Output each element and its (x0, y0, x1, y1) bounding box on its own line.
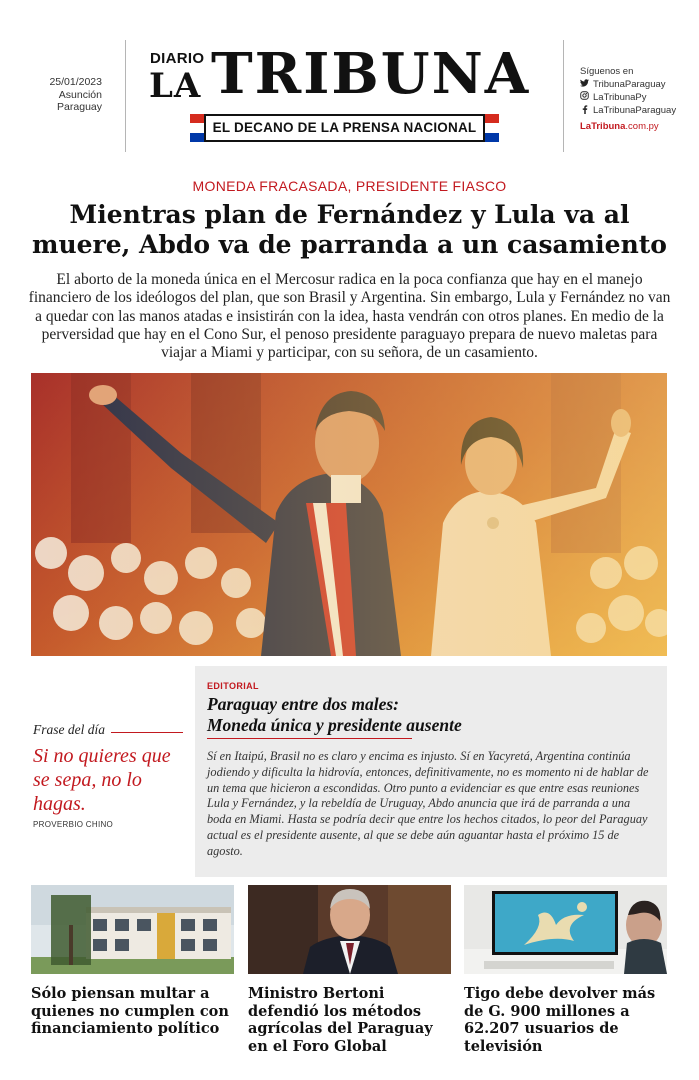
twitter-icon (580, 79, 589, 92)
site-name: LaTribuna (580, 121, 626, 132)
twitter-handle: TribunaParaguay (593, 78, 666, 90)
story-title[interactable]: Ministro Bertoni defendió los métodos agrícolas del Paraguay en el Foro Global (248, 985, 433, 1055)
instagram-handle: LaTribunaPy (593, 91, 647, 103)
social-facebook[interactable] (580, 105, 676, 119)
edition-country: Paraguay (57, 101, 102, 113)
social-links (580, 66, 676, 134)
edition-city: Asunción (58, 88, 102, 101)
paraguay-flag-icon (190, 114, 204, 142)
logo-la: LA (149, 66, 202, 106)
quote-label: Frase del día (33, 722, 105, 737)
logo-diario: DIARIO (150, 50, 205, 67)
editorial-title-line: Moneda única y presidente ausente (207, 714, 462, 735)
tagline-banner (190, 114, 499, 142)
social-heading: Síguenos en (580, 66, 634, 77)
story-card[interactable] (464, 885, 667, 1055)
social-twitter[interactable] (580, 79, 676, 92)
quote-label-row (33, 722, 183, 738)
site-suffix: .com.py (625, 121, 659, 132)
lead-headline[interactable] (20, 200, 679, 260)
divider (207, 738, 412, 739)
divider (563, 40, 564, 152)
quote-of-the-day (33, 722, 183, 829)
edition-date: 25/01/2023 (49, 76, 102, 88)
paraguay-flag-icon (485, 114, 499, 142)
facebook-icon (580, 105, 589, 119)
story-thumbnail[interactable] (248, 885, 451, 974)
story-thumbnail[interactable] (31, 885, 234, 974)
editorial-title (207, 694, 655, 735)
facebook-handle: LaTribunaParaguay (593, 105, 677, 116)
logo-tribuna: TRIBUNA (211, 41, 531, 107)
edition-info (40, 76, 102, 114)
social-instagram[interactable] (580, 91, 676, 105)
lead-photo[interactable] (31, 373, 667, 656)
story-card[interactable] (31, 885, 234, 1038)
story-thumbnail[interactable] (464, 885, 667, 974)
masthead (0, 36, 699, 156)
quote-source: PROVERBIO CHINO (33, 820, 114, 829)
quote-text: Si no quieres que se sepa, no lo hagas. (33, 745, 171, 815)
story-card[interactable] (248, 885, 451, 1055)
divider (125, 40, 126, 152)
story-title[interactable]: Tigo debe devolver más de G. 900 millones a 62.207 usuarios de televisión (464, 985, 656, 1055)
editorial-title-line: Paraguay entre dos males: (207, 694, 400, 714)
editorial-box[interactable] (195, 666, 667, 877)
headline-line: Mientras plan de Fernández y Lula va al (69, 200, 630, 229)
instagram-icon (580, 91, 589, 105)
divider (111, 732, 183, 733)
editorial-label: EDITORIAL (207, 681, 259, 691)
headline-line: muere, Abdo va de parranda a un casamiento (32, 230, 667, 259)
story-title[interactable]: Sólo piensan multar a quienes no cumplen con financiamiento político (31, 985, 229, 1037)
site-link[interactable] (580, 121, 676, 134)
editorial-body: Sí en Itaipú, Brasil no es claro y encima es injusto. Sí en Yacyretá, Argentina continúa jodiendo y dificulta la hidrovía, entonces, definitivamente, no es momento ni de hablar de un tema que hicieron a escondidas. Otro punto a evidenciar es que entre esas reuniones Lula y Fernández, y la rebeldía de Uruguay, Abdo anuncia que irá de parranda a una boda en Miami. Hasta se podría decir que entre los hechos citados, lo peor del Paraguay actual es el presidente ausente, al que se debe aún aguantar hasta el próximo 15 de agosto. (207, 749, 649, 858)
tagline: EL DECANO DE LA PRENSA NACIONAL (204, 114, 485, 142)
lead-deck: El aborto de la moneda única en el Mercosur radica en la poca confianza que hay en el manejo financiero de los ideólogos del plan, que son Brasil y Argentina. Sin embargo, Lula y Fernández no van a quedar con las manos atadas e insistirán con la idea, hasta vendrán con otros planes. En medio de la perversidad que hay en el Cono Sur, el penoso presidente paraguayo prepara de nuevo maletas para viajar a Miami y participar, con su señora, de un casamiento. (28, 271, 671, 362)
lead-kicker: MONEDA FRACASADA, PRESIDENTE FIASCO (192, 178, 507, 194)
